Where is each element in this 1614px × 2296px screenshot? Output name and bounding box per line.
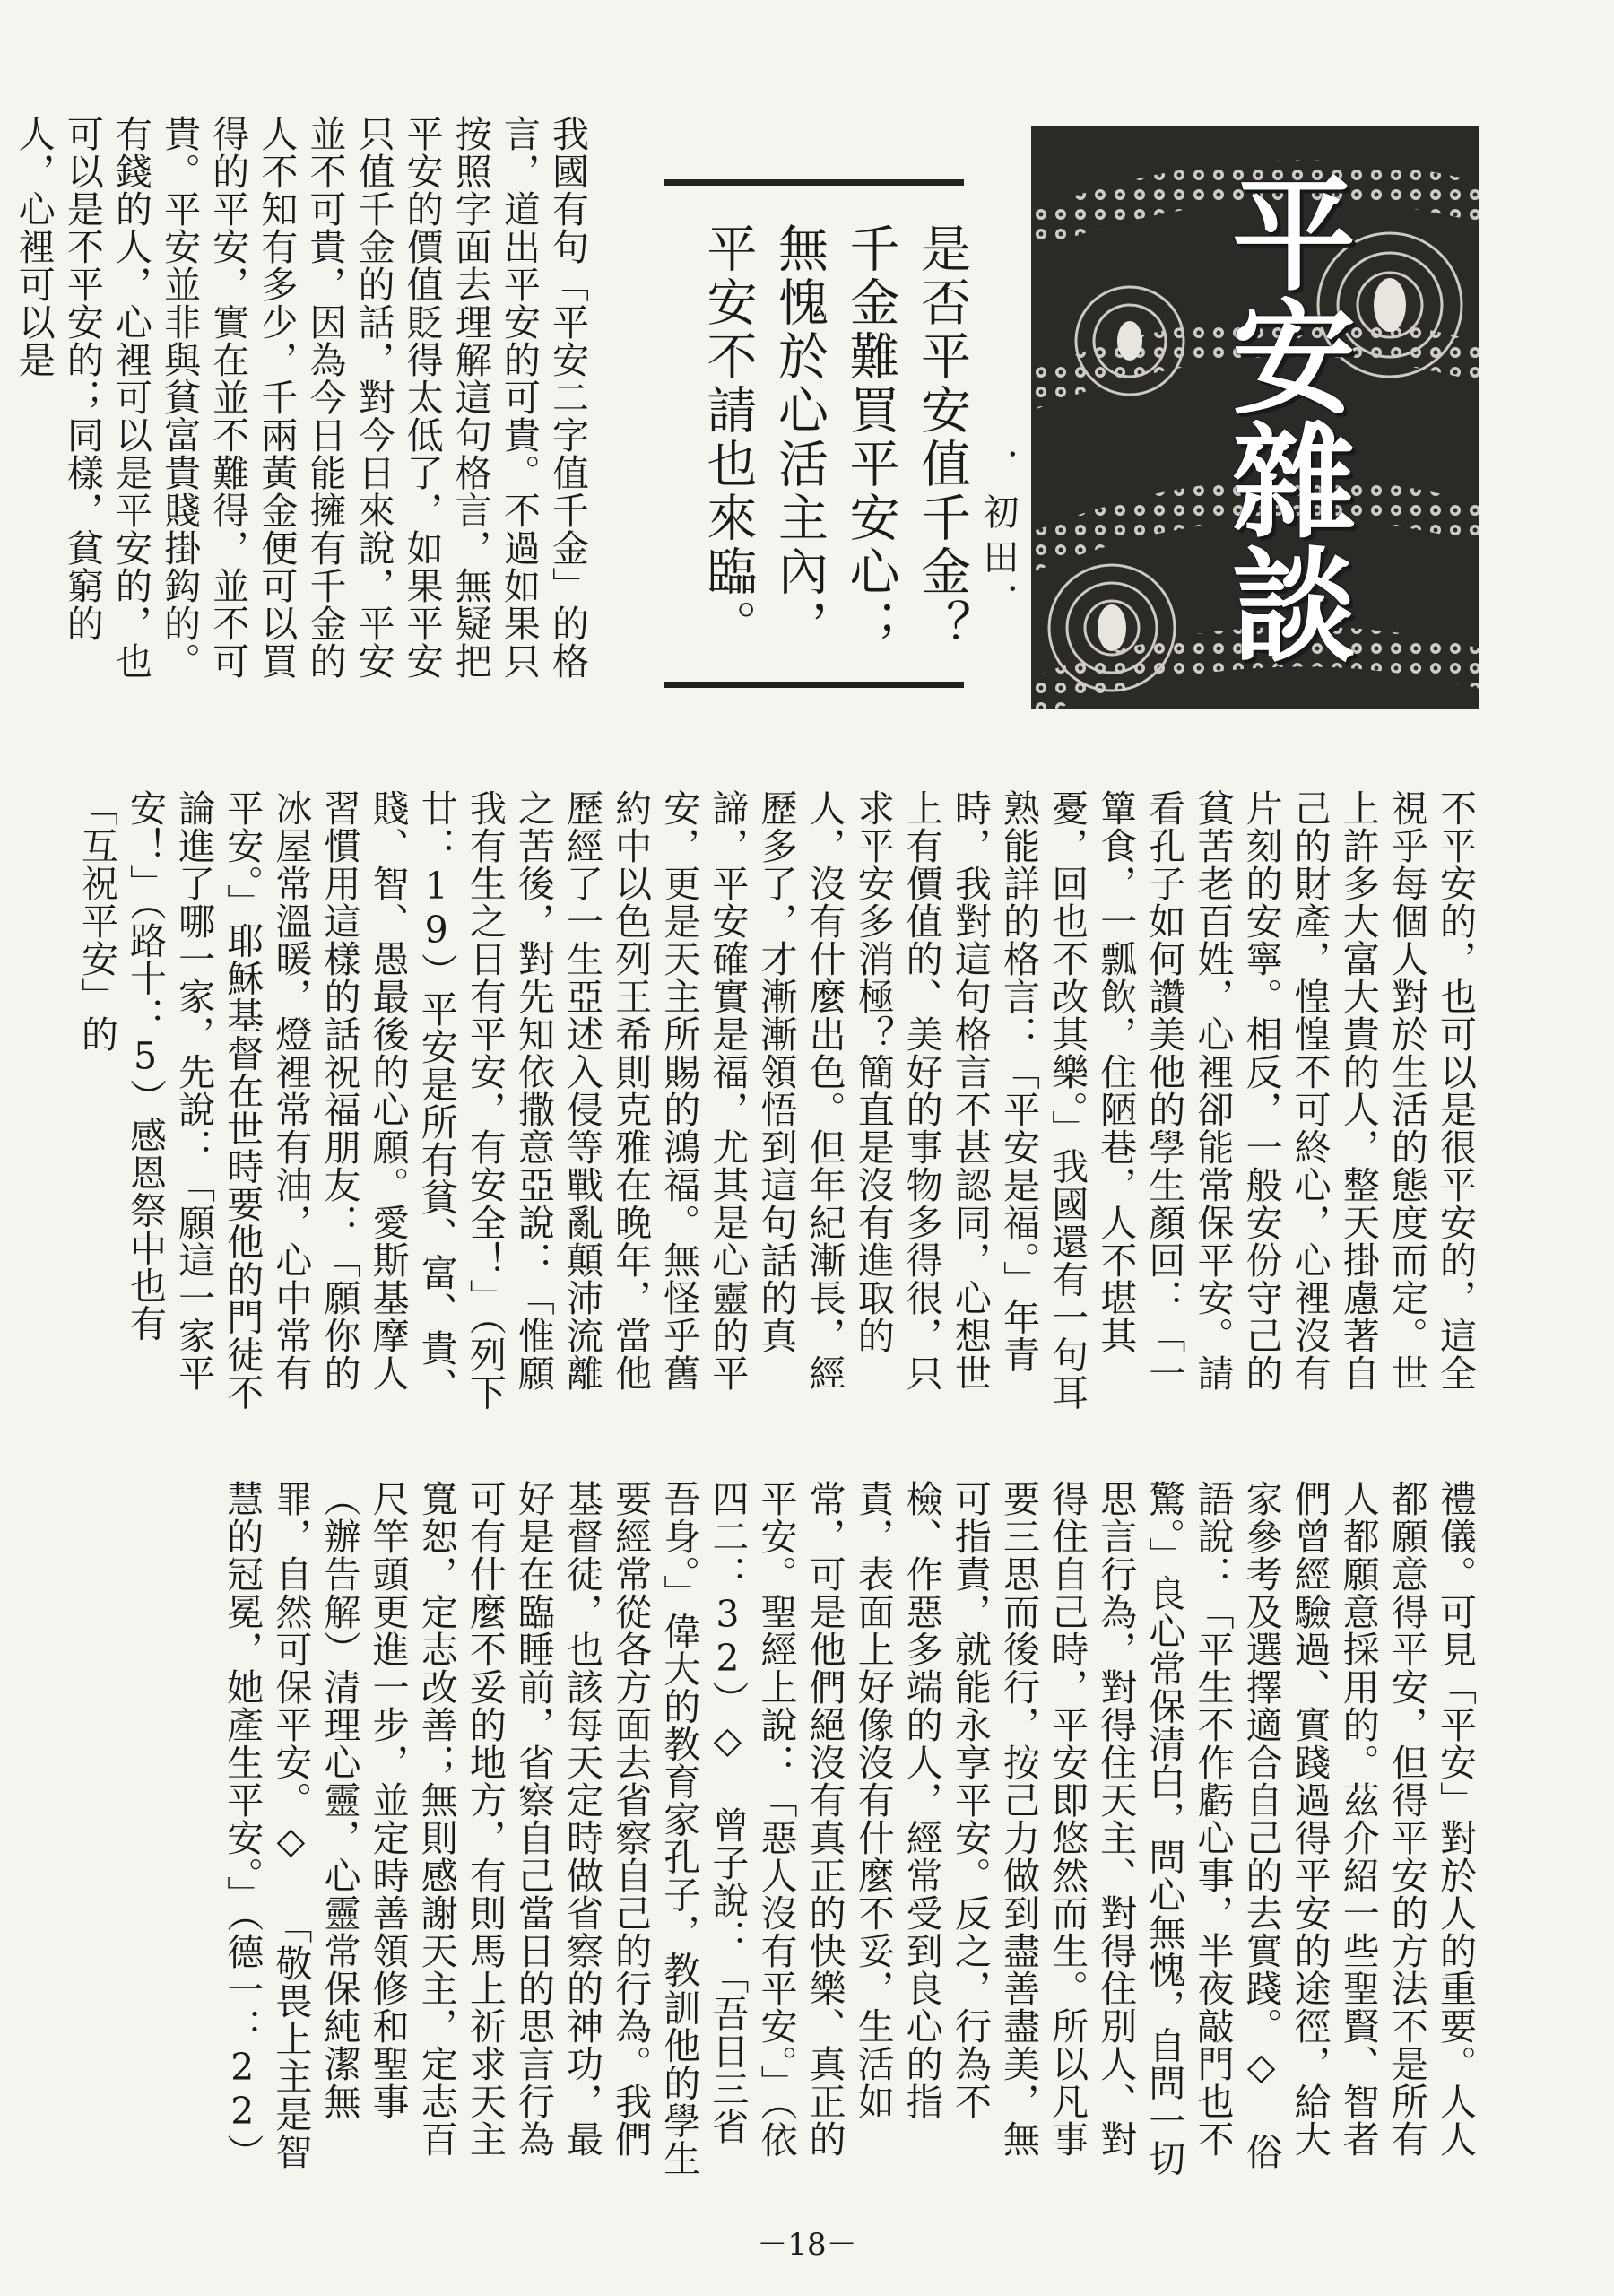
- subtitle-verse: [681, 222, 977, 675]
- subtitle-bottom-rule: [664, 682, 964, 688]
- subtitle-line: 平安不請也來臨。: [699, 222, 758, 653]
- article-intro-text: 我國有句「平安二字值千金」的格言，道出平安的可貴。不過如果只按照字面去理解這句格言，無疑把平安的價值貶得太低了，如果平安只值千金的話，對今日來說，平安並不可貴，因為今日能擁有千金的人不知有多少，千兩黃金便可以買得的平安，實在並不難得，並不可貴。平安並非與貧富貴賤掛鈎的。有錢的人，心裡可以是平安的，也可以是不平安的；同樣，貧窮的人，心裡可以是: [12, 115, 589, 680]
- subtitle-line: 千金難買平安心；: [841, 222, 900, 653]
- page-number: －18－: [757, 2227, 857, 2263]
- subtitle-top-rule: [664, 179, 964, 186]
- article-middle-text: 不平安的，也可以是很平安的，這全視乎每個人對於生活的態度而定。世上許多大富大貴的人，整天掛慮著自己的財產，惶惶不可終心，心裡沒有片刻的安寧。相反，一般安份守己的貧苦老百姓，心裡卻能常保平安。請看孔子如何讚美他的學生顏回：「一簞食，一瓢飲，住陋巷，人不堪其憂，回也不改其樂。」我國還有一句耳熟能詳的格言：「平安是福。」年青時，我對這句格言不甚認同，心想世上有價值的、美好的事物多得很，只求平安多消極？簡直是沒有進取的人，沒有什麼出色。但年紀漸長，經歷多了，才漸漸領悟到這句話的真諦，平安確實是福，尤其是心靈的平安，更是天主所賜的鴻福。無怪乎舊約中以色列王希則克雅在晚年，當他歷經了一生亞述入侵等戰亂顛沛流離之苦後，對先知依撒意亞說：「惟願我有生之日有平安，有安全！」（列下廿：19）平安是所有貧、富、貴、賤、智、愚最後的心願。愛斯基摩人習慣用這樣的話祝福朋友：「願你的冰屋常溫暖，燈裡常有油，心中常有平安。」耶穌基督在世時要他的門徒不論進了哪一家，先說：「願這一家平安！」（路十：5）感恩祭中也有「互祝平安」的: [74, 789, 1477, 1412]
- author-byline: ．初田．: [977, 448, 1019, 628]
- article-title: 平安雜談: [1211, 170, 1356, 665]
- subtitle-line: 是否平安值千金？: [913, 222, 971, 653]
- subtitle-line: 無愧於心活主內，: [769, 222, 829, 653]
- article-bottom-text: 禮儀。可見「平安」對於人的重要。人人都願意得平安，但得平安的方法不是所有人都願意採用的。茲介紹一些聖賢、智者們曾經驗過、實踐過得平安的途徑，給大家參考及選擇適合自己的去實踐。◇ 俗語說：「平生不作虧心事，半夜敲門也不驚。」良心常保清白，問心無愧，自問一切思言行為，對得住天主、對得住別人、對得住自己時，平安即悠然而生。所以凡事要三思而後行，按己力做到盡善盡美，無可指責，就能永享平安。反之，行為不檢、作惡多端的人，經常受到良心的指責，表面上好像沒有什麼不妥，生活如常，可是他們絕沒有真正的快樂、真正的平安。聖經上說：「惡人沒有平安。」（依四二：32）◇ 曾子說：「吾日三省吾身。」偉大的教育家孔子，教訓他的學生要經常從各方面去省察自己的行為。我們基督徒，也該每天定時做省察的神功，最好是在臨睡前，省察自己當日的思言行為可有什麼不妥的地方，有則馬上祈求天主寬恕，定志改善；無則感謝天主，定志百尺竿頭更進一步，並定時善領修和聖事（辦告解）清理心靈，心靈常保純潔無罪，自然可保平安。◇ 「敬畏上主是智慧的冠冕，她產生平安。」（德一：22）: [221, 1480, 1477, 2178]
